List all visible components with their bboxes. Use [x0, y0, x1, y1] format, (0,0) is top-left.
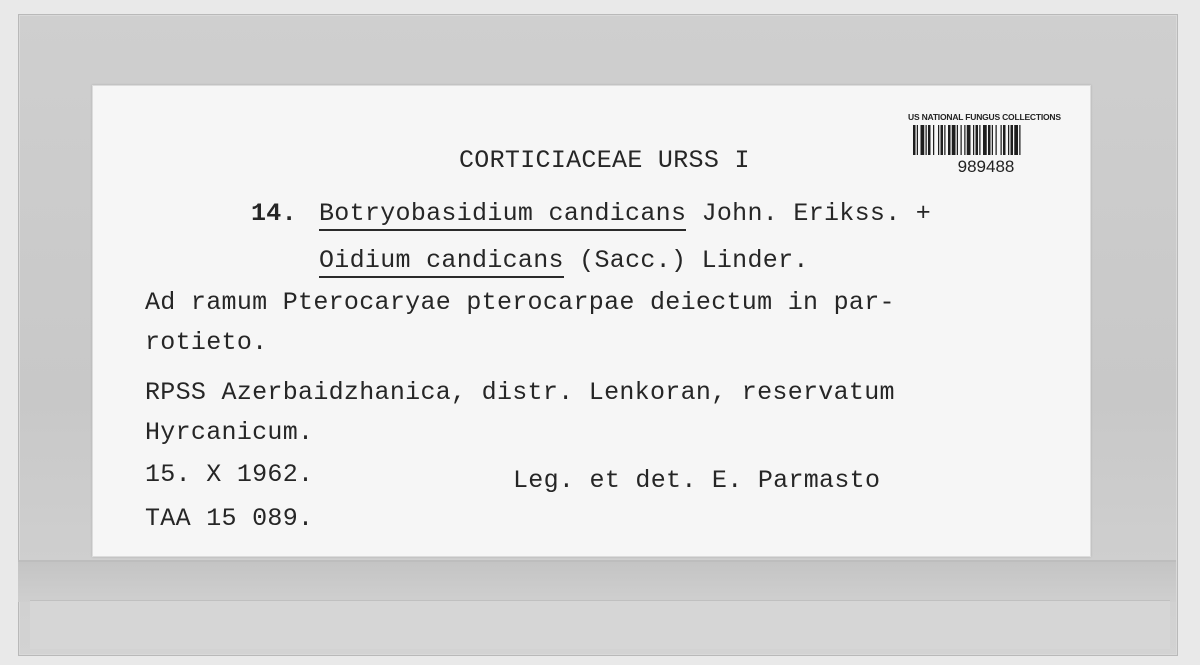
- envelope-bottom-flap: [30, 600, 1170, 649]
- locality-line-1: RPSS Azerbaidzhanica, distr. Lenkoran, reservatum: [145, 378, 895, 407]
- species-2-author: (Sacc.) Linder.: [579, 246, 809, 275]
- barcode-sticker: [908, 112, 1064, 182]
- substrate-line-2: rotieto.: [145, 328, 268, 357]
- herbarium-number: TAA 15 089.: [145, 504, 314, 533]
- species-1-author: John. Erikss. +: [701, 199, 932, 228]
- specimen-number: 14.: [251, 199, 297, 228]
- series-title: CORTICIACEAE URSS I: [459, 146, 750, 175]
- species-2-line: [319, 246, 809, 275]
- locality-line-2: Hyrcanicum.: [145, 418, 314, 447]
- substrate-line-1: Ad ramum Pterocaryae pterocarpae deiectum in par-: [145, 288, 895, 317]
- barcode-number: 989488: [957, 157, 1015, 176]
- envelope-fold: [18, 560, 1176, 602]
- species-2-name: Oidium candicans: [319, 246, 564, 278]
- collector: Leg. et det. E. Parmasto: [513, 466, 881, 495]
- barcode-icon: [913, 125, 1059, 155]
- species-1-name: Botryobasidium candicans: [319, 199, 686, 231]
- species-1-line: [319, 199, 931, 228]
- collection-date: 15. X 1962.: [145, 460, 314, 489]
- barcode-heading: US NATIONAL FUNGUS COLLECTIONS: [908, 112, 1061, 122]
